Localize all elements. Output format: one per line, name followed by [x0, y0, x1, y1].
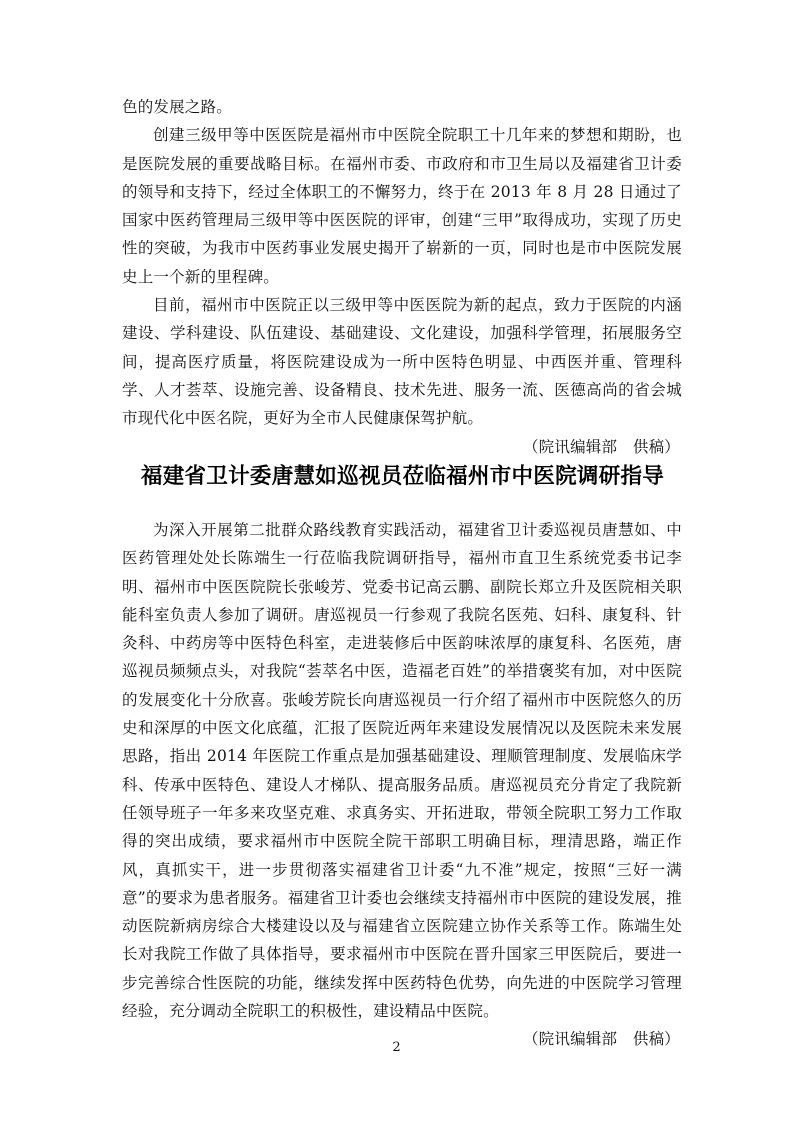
previous-article-continuation — [122, 93, 682, 461]
article-body — [122, 516, 682, 1054]
paragraph-future-goals: 目前，福州市中医院正以三级甲等中医医院为新的起点，致力于医院的内涵建设、学科建设、队伍建设、基础建设、文化建设，加强科学管理，拓展服务空间，提高医疗质量，将医院建设成为一所中医特色明显、中西医并重、管理科学、人才荟萃、设施完善、设备精良、技术先进、服务一流、医德高尚的省会城市现代化中医名院，更好为全市人民健康保驾护航。 — [122, 296, 682, 428]
article-paragraph: 为深入开展第二批群众路线教育实践活动，福建省卫计委巡视员唐慧如、中医药管理处处长陈端生一行莅临我院调研指导，福州市直卫生系统党委书记李明、福州市中医医院院长张峻芳、党委书记高云鹏、副院长郑立升及医院相关职能科室负责人参加了调研。唐巡视员一行参观了我院名医苑、妇科、康复科、针灸科、中药房等中医特色科室，走进装修后中医韵味浓厚的康复科、名医苑，唐巡视员频频点头，对我院“荟萃名中医，造福老百姓”的举措褒奖有加，对中医院的发展变化十分欣喜。张峻芳院长向唐巡视员一行介绍了福州市中医院悠久的历史和深厚的中医文化底蕴，汇报了医院近两年来建设发展情况以及医院未来发展思路，指出 2014 年医院工作重点是加强基础建设、理顺管理制度、发展临床学科、传承中医特色、建设人才梯队、提高服务品质。唐巡视员充分肯定了我院新任领导班子一年多来攻坚克难、求真务实、开拓进取，带领全院职工努力工作取得的突出成绩，要求福州市中医院全院干部职工明确目标，理清思路，端正作风，真抓实干，进一步贯彻落实福建省卫计委“九不准”规定，按照“三好一满意”的要求为患者服务。福建省卫计委也会继续支持福州市中医院的建设发展，推动医院新病房综合大楼建设以及与福建省立医院建立协作关系等工作。陈端生处长对我院工作做了具体指导，要求福州市中医院在晋升国家三甲医院后，要进一步完善综合性医院的功能，继续发挥中医药特色优势，向先进的中医院学习管理经验，充分调动全院职工的积极性，建设精品中医院。 — [122, 521, 682, 1021]
continuation-credit: （院讯编辑部 供稿） — [522, 437, 680, 456]
paragraph-sanjia-achievement: 创建三级甲等中医医院是福州市中医院全院职工十几年来的梦想和期盼，也是医院发展的重要战略目标。在福州市委、市政府和市卫生局以及福建省卫计委的领导和支持下，经过全体职工的不懈努力，终于在 2013 年 8 月 28 日通过了国家中医药管理局三级甲等中医医院的评审，创建“三甲”取得成功，实现了历史性的突破，为我市中医药事业发展史揭开了崭新的一页，同时也是市中医院发展史上一个新的里程碑。 — [122, 126, 682, 286]
article-title: 福建省卫计委唐慧如巡视员莅临福州市中医院调研指导 — [140, 464, 665, 489]
article-credit: （院讯编辑部 供稿） — [522, 1030, 680, 1049]
continuation-line: 色的发展之路。 — [122, 98, 232, 116]
page-number: 2 — [392, 1040, 401, 1055]
